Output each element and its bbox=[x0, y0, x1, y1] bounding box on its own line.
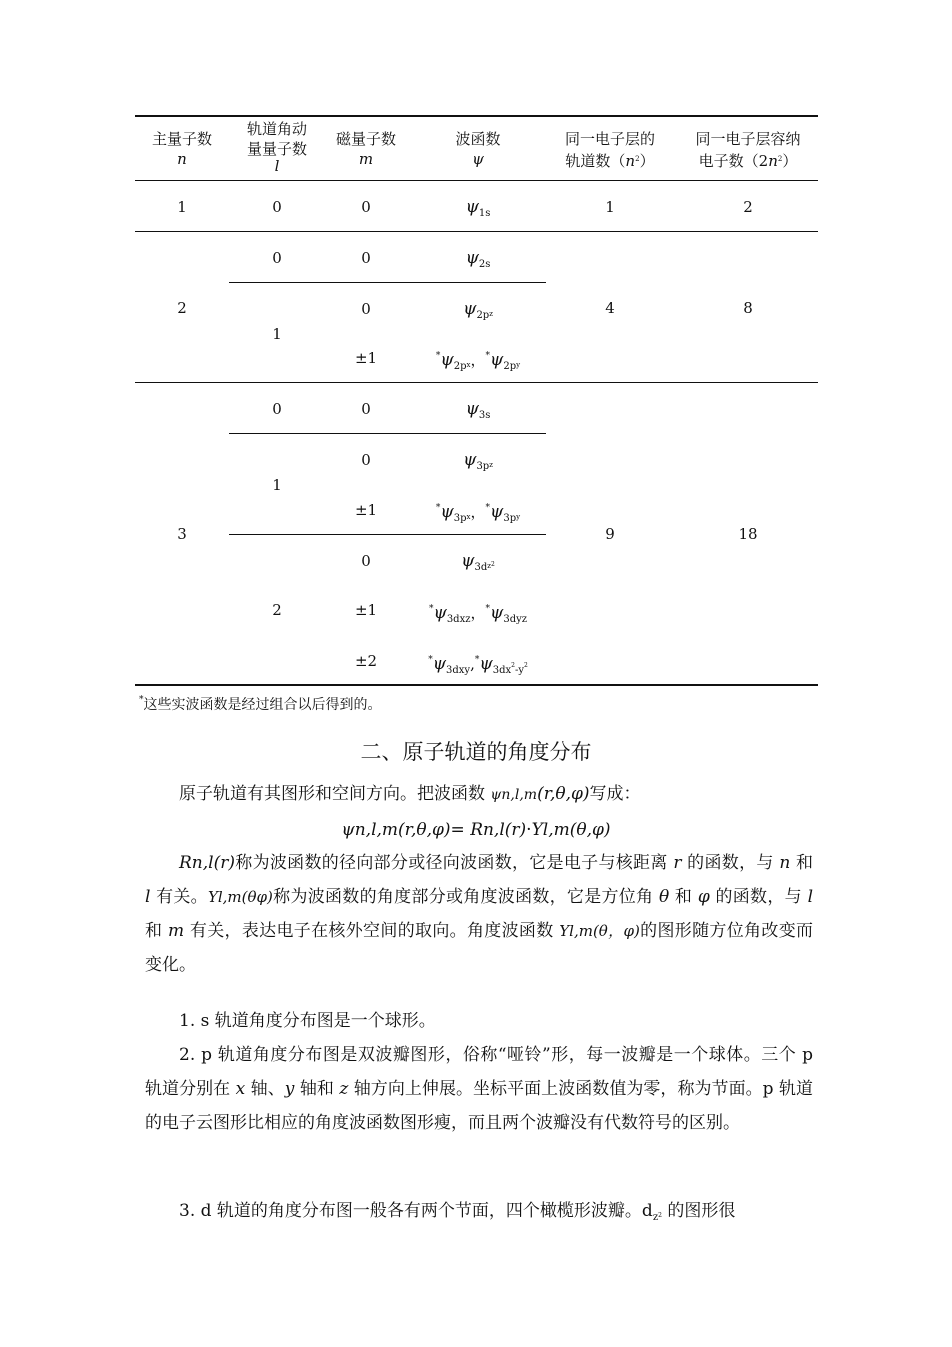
l-value: 0 bbox=[272, 249, 282, 267]
row-rule bbox=[135, 231, 818, 232]
m-value: 0 bbox=[361, 300, 371, 318]
m-value: 0 bbox=[361, 198, 371, 216]
wavefunction: $\psi_{3dz}2$ bbox=[461, 551, 495, 573]
item-d-orbital: 3. d 轨道的角度分布图一般各有两个节面，四个橄榄形波瓣。$d_z2$ 的图形很 bbox=[179, 1201, 736, 1223]
wavefunction: $^*\psi_{3dxz}$，$^*\psi_{3dyz}$ bbox=[428, 603, 528, 625]
n-value: 3 bbox=[177, 525, 187, 543]
electron-count: 2 bbox=[743, 198, 753, 216]
l-value: 1 bbox=[272, 476, 282, 494]
n-value: 2 bbox=[177, 299, 187, 317]
wavefunction: $\psi_{3s}$ bbox=[465, 399, 491, 421]
wavefunction: $\psi_{2s}$ bbox=[465, 248, 491, 270]
sub-rule bbox=[229, 282, 546, 283]
row-rule bbox=[135, 382, 818, 383]
header-orbitals: 同一电子层的 轨道数$(n^2)$ bbox=[564, 130, 655, 170]
orbital-count: 9 bbox=[605, 525, 615, 543]
header-m: 磁量子数 m bbox=[335, 130, 396, 168]
header-psi: 波函数 ψ bbox=[455, 130, 501, 168]
electron-count: 18 bbox=[738, 525, 758, 543]
paragraph-radial-angular: Rn,l(r)称为波函数的径向部分或径向波函数，它是电子与核距离 r 的函数，与 n 和 l 有关。Yl,m(θφ)称为波函数的角度部分或角度波函数，它是方位角 θ 和 φ 的函数，与 l 和 m 有关，表达电子在核外空间的取向。角度波函数 Yl,m(θ，φ)的图形随方位角改变而变化。 bbox=[145, 853, 814, 975]
item-s-orbital: 1. s 轨道角度分布图是一个球形。 bbox=[179, 1011, 436, 1031]
l-value: 0 bbox=[272, 198, 282, 216]
m-value: ±2 bbox=[354, 652, 378, 670]
electron-count: 8 bbox=[743, 299, 753, 317]
wavefunction: $\psi_{2pz}$ bbox=[463, 299, 493, 321]
item-p-orbital: 2. p 轨道角度分布图是双波瓣图形，俗称“哑铃”形，每一波瓣是一个球体。三个 p 轨道分别在 x 轴、y 轴和 z 轴方向上伸展。坐标平面上波函数值为零，称为节面。p 轨道的电子云图形比相应的角度波函数图形瘦，而且两个波瓣没有代数符号的区别。 bbox=[145, 1045, 814, 1133]
m-value: ±1 bbox=[354, 601, 378, 619]
sub-rule bbox=[229, 534, 546, 535]
wavefunction: $\psi_{1s}$ bbox=[465, 197, 491, 219]
m-value: 0 bbox=[361, 451, 371, 469]
orbital-count: 4 bbox=[605, 299, 615, 317]
table-top-rule bbox=[135, 115, 818, 117]
m-value: 0 bbox=[361, 249, 371, 267]
l-value: 1 bbox=[272, 325, 282, 343]
wavefunction: $^*\psi_{3px}$，$^*\psi_{3py}$ bbox=[435, 502, 521, 524]
header-n: 主量子数 n bbox=[151, 130, 212, 168]
header-electrons: 同一电子层容纳 电子数$(2n^2)$ bbox=[695, 130, 801, 170]
table-footnote: *这些实波函数是经过组合以后得到的。 bbox=[139, 695, 382, 713]
paragraph-intro: 原子轨道有其图形和空间方向。把波函数 ψn,l,m(r,θ,φ)写成： bbox=[179, 784, 641, 804]
n-value: 1 bbox=[177, 198, 187, 216]
orbital-count: 1 bbox=[605, 198, 615, 216]
section-title: 二、原子轨道的角度分布 bbox=[360, 740, 592, 764]
wavefunction: $\psi_{3pz}$ bbox=[463, 450, 493, 472]
m-value: 0 bbox=[361, 400, 371, 418]
wavefunction: $^*\psi_{3dxy},^*\psi_{3dx}2_{-y}2$ bbox=[428, 654, 528, 676]
m-value: ±1 bbox=[354, 349, 378, 367]
sub-rule bbox=[229, 433, 546, 434]
m-value: ±1 bbox=[354, 501, 378, 519]
m-value: 0 bbox=[361, 552, 371, 570]
wavefunction-formula: ψn,l,m(r,θ,φ)= Rn,l(r)·Yl,m(θ,φ) bbox=[341, 820, 611, 840]
header-bottom-rule bbox=[135, 180, 818, 181]
l-value: 2 bbox=[272, 601, 282, 619]
wavefunction: $^*\psi_{2px}$，$^*\psi_{2py}$ bbox=[435, 350, 521, 372]
header-l: 轨道角动 量量子数 l bbox=[246, 120, 307, 175]
table-bottom-rule bbox=[135, 684, 818, 686]
l-value: 0 bbox=[272, 400, 282, 418]
